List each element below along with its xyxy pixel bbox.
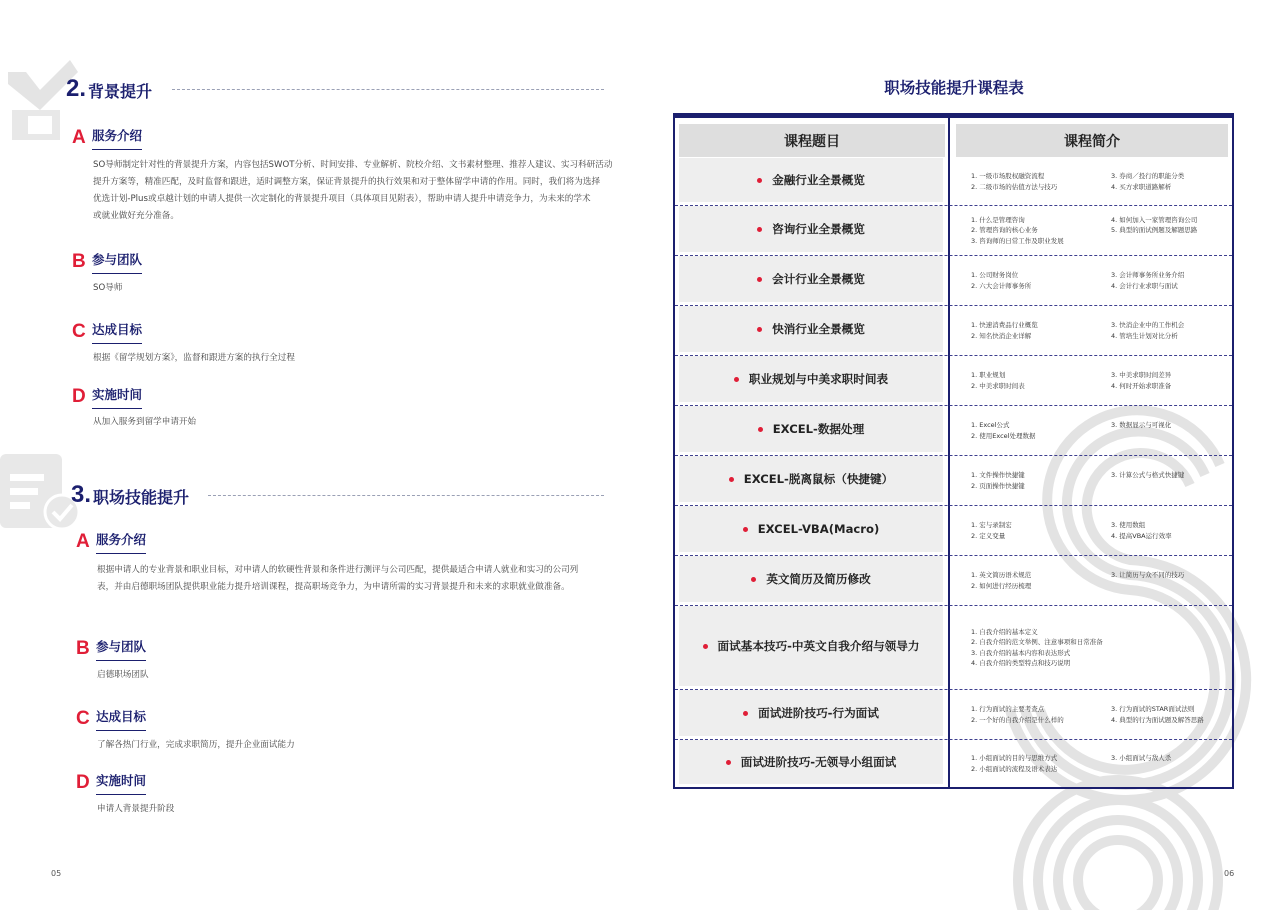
summary-item: 1. 英文简历语术规范 xyxy=(971,571,1032,579)
subsection-letter: B xyxy=(72,251,86,272)
section-title: 职场技能提升 xyxy=(93,488,190,507)
summary-item xyxy=(1111,481,1231,492)
summary-item: 2. 管理咨询的核心业务 xyxy=(971,226,1038,235)
header-course-topic: 课程题目 xyxy=(679,124,945,157)
course-cell xyxy=(679,158,943,202)
summary-item: 3. 自我介绍的基本内容和表达形式 xyxy=(971,648,1071,657)
section-3-heading xyxy=(71,483,189,507)
summary-item: 4. 提高VBA运行效率 xyxy=(1111,531,1172,540)
summary-item xyxy=(1111,627,1231,638)
table-row xyxy=(675,740,1232,787)
summary-item: 2. 自我介绍的范文举例、注意事项和日常准备 xyxy=(971,638,1103,646)
summary-cell xyxy=(971,606,1228,689)
bullet-dot-icon xyxy=(758,427,763,432)
course-name: 金融行业全景概览 xyxy=(772,173,865,187)
summary-item: 1. 快速消费品行业概览 xyxy=(971,321,1038,329)
summary-item: 5. 典型的面试例题及解题思路 xyxy=(1111,226,1198,235)
bullet-dot-icon xyxy=(726,760,731,765)
summary-item: 3. 数据显示与可视化 xyxy=(1111,421,1172,429)
course-name: EXCEL-数据处理 xyxy=(772,422,865,436)
course-cell xyxy=(679,690,943,736)
bullet-dot-icon xyxy=(757,178,762,183)
summary-cell xyxy=(971,356,1228,405)
subsection-service-intro xyxy=(72,126,142,150)
table-row xyxy=(675,206,1232,256)
header-course-summary: 课程简介 xyxy=(956,124,1228,157)
summary-cell xyxy=(971,406,1228,455)
summary-item: 4. 自我介绍的类型特点和技巧说明 xyxy=(971,659,1071,667)
course-name: 英文简历及简历修改 xyxy=(766,572,871,586)
summary-item: 4. 会计行业求职与面试 xyxy=(1111,281,1178,290)
summary-item: 1. 一级市场股权融资流程 xyxy=(971,172,1045,180)
subsection-letter: A xyxy=(76,531,90,552)
table-row xyxy=(675,556,1232,606)
course-name: EXCEL-脱离鼠标（快捷键） xyxy=(743,472,894,486)
summary-item: 1. 职业规划 xyxy=(971,371,1006,379)
subsection-team xyxy=(72,250,142,274)
bullet-dot-icon xyxy=(757,327,762,332)
summary-item xyxy=(1111,637,1231,648)
bullet-dot-icon xyxy=(703,644,708,649)
summary-item: 4. 买方求职道路解析 xyxy=(1111,182,1172,191)
summary-item: 3. 券商／投行的职能分类 xyxy=(1111,172,1185,180)
subsection-letter: C xyxy=(76,708,90,729)
summary-item: 4. 管培生计划对比分析 xyxy=(1111,331,1178,340)
course-cell xyxy=(679,456,943,502)
course-name: 面试进阶技巧-行为面试 xyxy=(758,706,879,720)
summary-item: 4. 典型的行为面试题及解答思路 xyxy=(1111,715,1204,724)
summary-item xyxy=(1111,581,1231,592)
summary-item: 1. Excel公式 xyxy=(971,421,1010,429)
summary-cell xyxy=(971,456,1228,505)
summary-item: 1. 宏与录制宏 xyxy=(971,521,1012,529)
subsection-letter: D xyxy=(72,386,86,407)
summary-item xyxy=(1111,764,1231,775)
bullet-dot-icon xyxy=(729,477,734,482)
subsection-title: 服务介绍 xyxy=(92,126,142,150)
summary-item: 3. 快消企业中的工作机会 xyxy=(1111,321,1185,329)
subsection-letter: D xyxy=(76,772,90,793)
table-row xyxy=(675,456,1232,506)
bullet-dot-icon xyxy=(743,527,748,532)
summary-item: 1. 自我介绍的基本定义 xyxy=(971,627,1038,636)
course-name: 快消行业全景概览 xyxy=(772,322,865,336)
subsection-timing xyxy=(72,385,142,409)
course-cell xyxy=(679,740,943,784)
course-cell xyxy=(679,406,943,452)
bullet-dot-icon xyxy=(743,711,748,716)
course-name: 面试基本技巧-中英文自我介绍与领导力 xyxy=(717,639,920,653)
summary-item: 3. 会计师事务所业务介绍 xyxy=(1111,271,1185,279)
summary-cell xyxy=(971,740,1228,787)
section-2-heading xyxy=(66,77,152,101)
team-text: 启德职场团队 xyxy=(97,670,149,680)
summary-item: 2. 页面操作快捷键 xyxy=(971,481,1025,490)
summary-item: 3. 行为面试的STAR面试法则 xyxy=(1111,705,1195,713)
table-row xyxy=(675,356,1232,406)
summary-item: 2. 六大会计师事务所 xyxy=(971,281,1032,290)
section-title: 背景提升 xyxy=(88,82,153,101)
summary-item: 1. 公司财务岗位 xyxy=(971,271,1019,279)
course-cell xyxy=(679,556,943,602)
table-title: 职场技能提升课程表 xyxy=(884,79,1024,97)
summary-item xyxy=(1111,648,1231,659)
summary-cell xyxy=(971,206,1228,255)
course-cell xyxy=(679,606,943,686)
subsection-service-intro xyxy=(76,530,146,554)
course-cell xyxy=(679,206,943,252)
summary-item: 3. 中美求职时间差异 xyxy=(1111,371,1172,379)
subsection-goal xyxy=(72,320,142,344)
section-number: 2. xyxy=(66,75,87,102)
summary-item: 4. 如何加入一家管理咨询公司 xyxy=(1111,215,1198,224)
summary-item: 2. 一个好的自我介绍是什么样的 xyxy=(971,715,1064,724)
course-name: 咨询行业全景概览 xyxy=(772,222,865,236)
bullet-dot-icon xyxy=(751,577,756,582)
timing-text: 申请人背景提升阶段 xyxy=(97,804,175,814)
summary-item: 2. 二级市场的估值方法与技巧 xyxy=(971,182,1058,191)
table-row xyxy=(675,306,1232,356)
summary-item: 2. 知名快消企业详解 xyxy=(971,331,1032,340)
summary-item: 4. 何时开始求职准备 xyxy=(1111,381,1172,390)
summary-item: 3. 计算公式与格式快捷键 xyxy=(1111,471,1185,479)
summary-item: 1. 文件操作快捷键 xyxy=(971,471,1025,479)
summary-cell xyxy=(971,506,1228,555)
bullet-dot-icon xyxy=(757,227,762,232)
summary-item xyxy=(1111,236,1231,247)
subsection-letter: C xyxy=(72,321,86,342)
course-name: EXCEL-VBA(Macro) xyxy=(757,522,880,536)
table-row xyxy=(675,406,1232,456)
subsection-title: 参与团队 xyxy=(92,250,142,274)
subsection-team xyxy=(76,637,146,661)
section-divider xyxy=(172,89,604,90)
page-number-right: 06 xyxy=(1224,869,1235,878)
summary-item: 1. 什么是管理咨询 xyxy=(971,215,1025,224)
subsection-title: 实施时间 xyxy=(96,771,146,795)
subsection-timing xyxy=(76,771,146,795)
table-row xyxy=(675,158,1232,206)
team-text: SO导师 xyxy=(93,283,123,293)
summary-cell xyxy=(971,690,1228,739)
goal-text: 根据《留学规划方案》，监督和跟进方案的执行全过程 xyxy=(93,353,295,363)
subsection-letter: B xyxy=(76,638,90,659)
summary-cell xyxy=(971,256,1228,305)
course-name: 面试进阶技巧-无领导小组面试 xyxy=(740,755,897,769)
service-intro-text: SO导师制定针对性的背景提升方案，内容包括SWOT分析、时间安排、专业解析、院校介绍、文书素材整理、推荐人建议、实习科研活动 提升方案等，精准匹配，及时监督和跟进，适时调整方案，保证背景提升的执行效果和对于整体留学申请的作用。同时，我们将为选择 优选计划-Plus或卓越计划的申请人提供一次定制化的背景提升项目（具体项目见附表），帮助申请人提升申请竞争力，为未来的学术 或就业做好充分准备。 xyxy=(93,160,613,221)
summary-item: 3. 小组面试与敌人杀 xyxy=(1111,754,1172,762)
summary-cell xyxy=(971,556,1228,605)
summary-item: 3. 让简历与众不同的技巧 xyxy=(1111,571,1185,579)
course-cell xyxy=(679,306,943,352)
course-cell xyxy=(679,356,943,402)
table-row xyxy=(675,606,1232,690)
course-cell xyxy=(679,506,943,552)
subsection-title: 达成目标 xyxy=(92,320,142,344)
course-cell xyxy=(679,256,943,302)
summary-item: 2. 如何进行经历梳理 xyxy=(971,581,1032,590)
summary-cell xyxy=(971,306,1228,355)
summary-item: 1. 行为面试的主要考查点 xyxy=(971,705,1045,713)
summary-item: 2. 中美求职时间表 xyxy=(971,381,1025,390)
summary-item: 3. 咨询师的日常工作及职业发展 xyxy=(971,236,1064,245)
summary-cell xyxy=(971,158,1228,205)
summary-item: 2. 使用Excel处理数据 xyxy=(971,431,1036,440)
summary-item xyxy=(1111,431,1231,442)
course-name: 职业规划与中美求职时间表 xyxy=(748,372,889,386)
subsection-title: 服务介绍 xyxy=(96,530,146,554)
subsection-goal xyxy=(76,707,146,731)
subsection-letter: A xyxy=(72,127,86,148)
bullet-dot-icon xyxy=(734,377,739,382)
summary-item: 2. 小组面试的流程及语术表达 xyxy=(971,764,1058,773)
summary-item: 1. 小组面试的目的与思维方式 xyxy=(971,754,1058,762)
table-row xyxy=(675,506,1232,556)
section-divider xyxy=(208,495,604,496)
subsection-title: 参与团队 xyxy=(96,637,146,661)
bullet-dot-icon xyxy=(757,277,762,282)
subsection-title: 实施时间 xyxy=(92,385,142,409)
summary-item: 3. 使用数组 xyxy=(1111,521,1146,529)
course-name: 会计行业全景概览 xyxy=(772,272,865,286)
timing-text: 从加入服务到留学申请开始 xyxy=(93,417,197,427)
page-number-left: 05 xyxy=(51,869,62,878)
summary-item: 2. 定义变量 xyxy=(971,531,1006,540)
summary-item xyxy=(1111,658,1231,669)
table-row xyxy=(675,256,1232,306)
table-row xyxy=(675,690,1232,740)
section-number: 3. xyxy=(71,481,92,508)
subsection-title: 达成目标 xyxy=(96,707,146,731)
goal-text: 了解各热门行业，完成求职简历，提升企业面试能力 xyxy=(97,740,295,750)
service-intro-text: 根据申请人的专业背景和职业目标，对申请人的软硬性背景和条件进行测评与公司匹配，提供最适合申请人就业和实习的公司列 表，并由启德职场团队提供职业能力提升培训课程，提高职场竞争力，为申请所需的实习背景提升和未来的求职就业做准备。 xyxy=(97,565,579,592)
